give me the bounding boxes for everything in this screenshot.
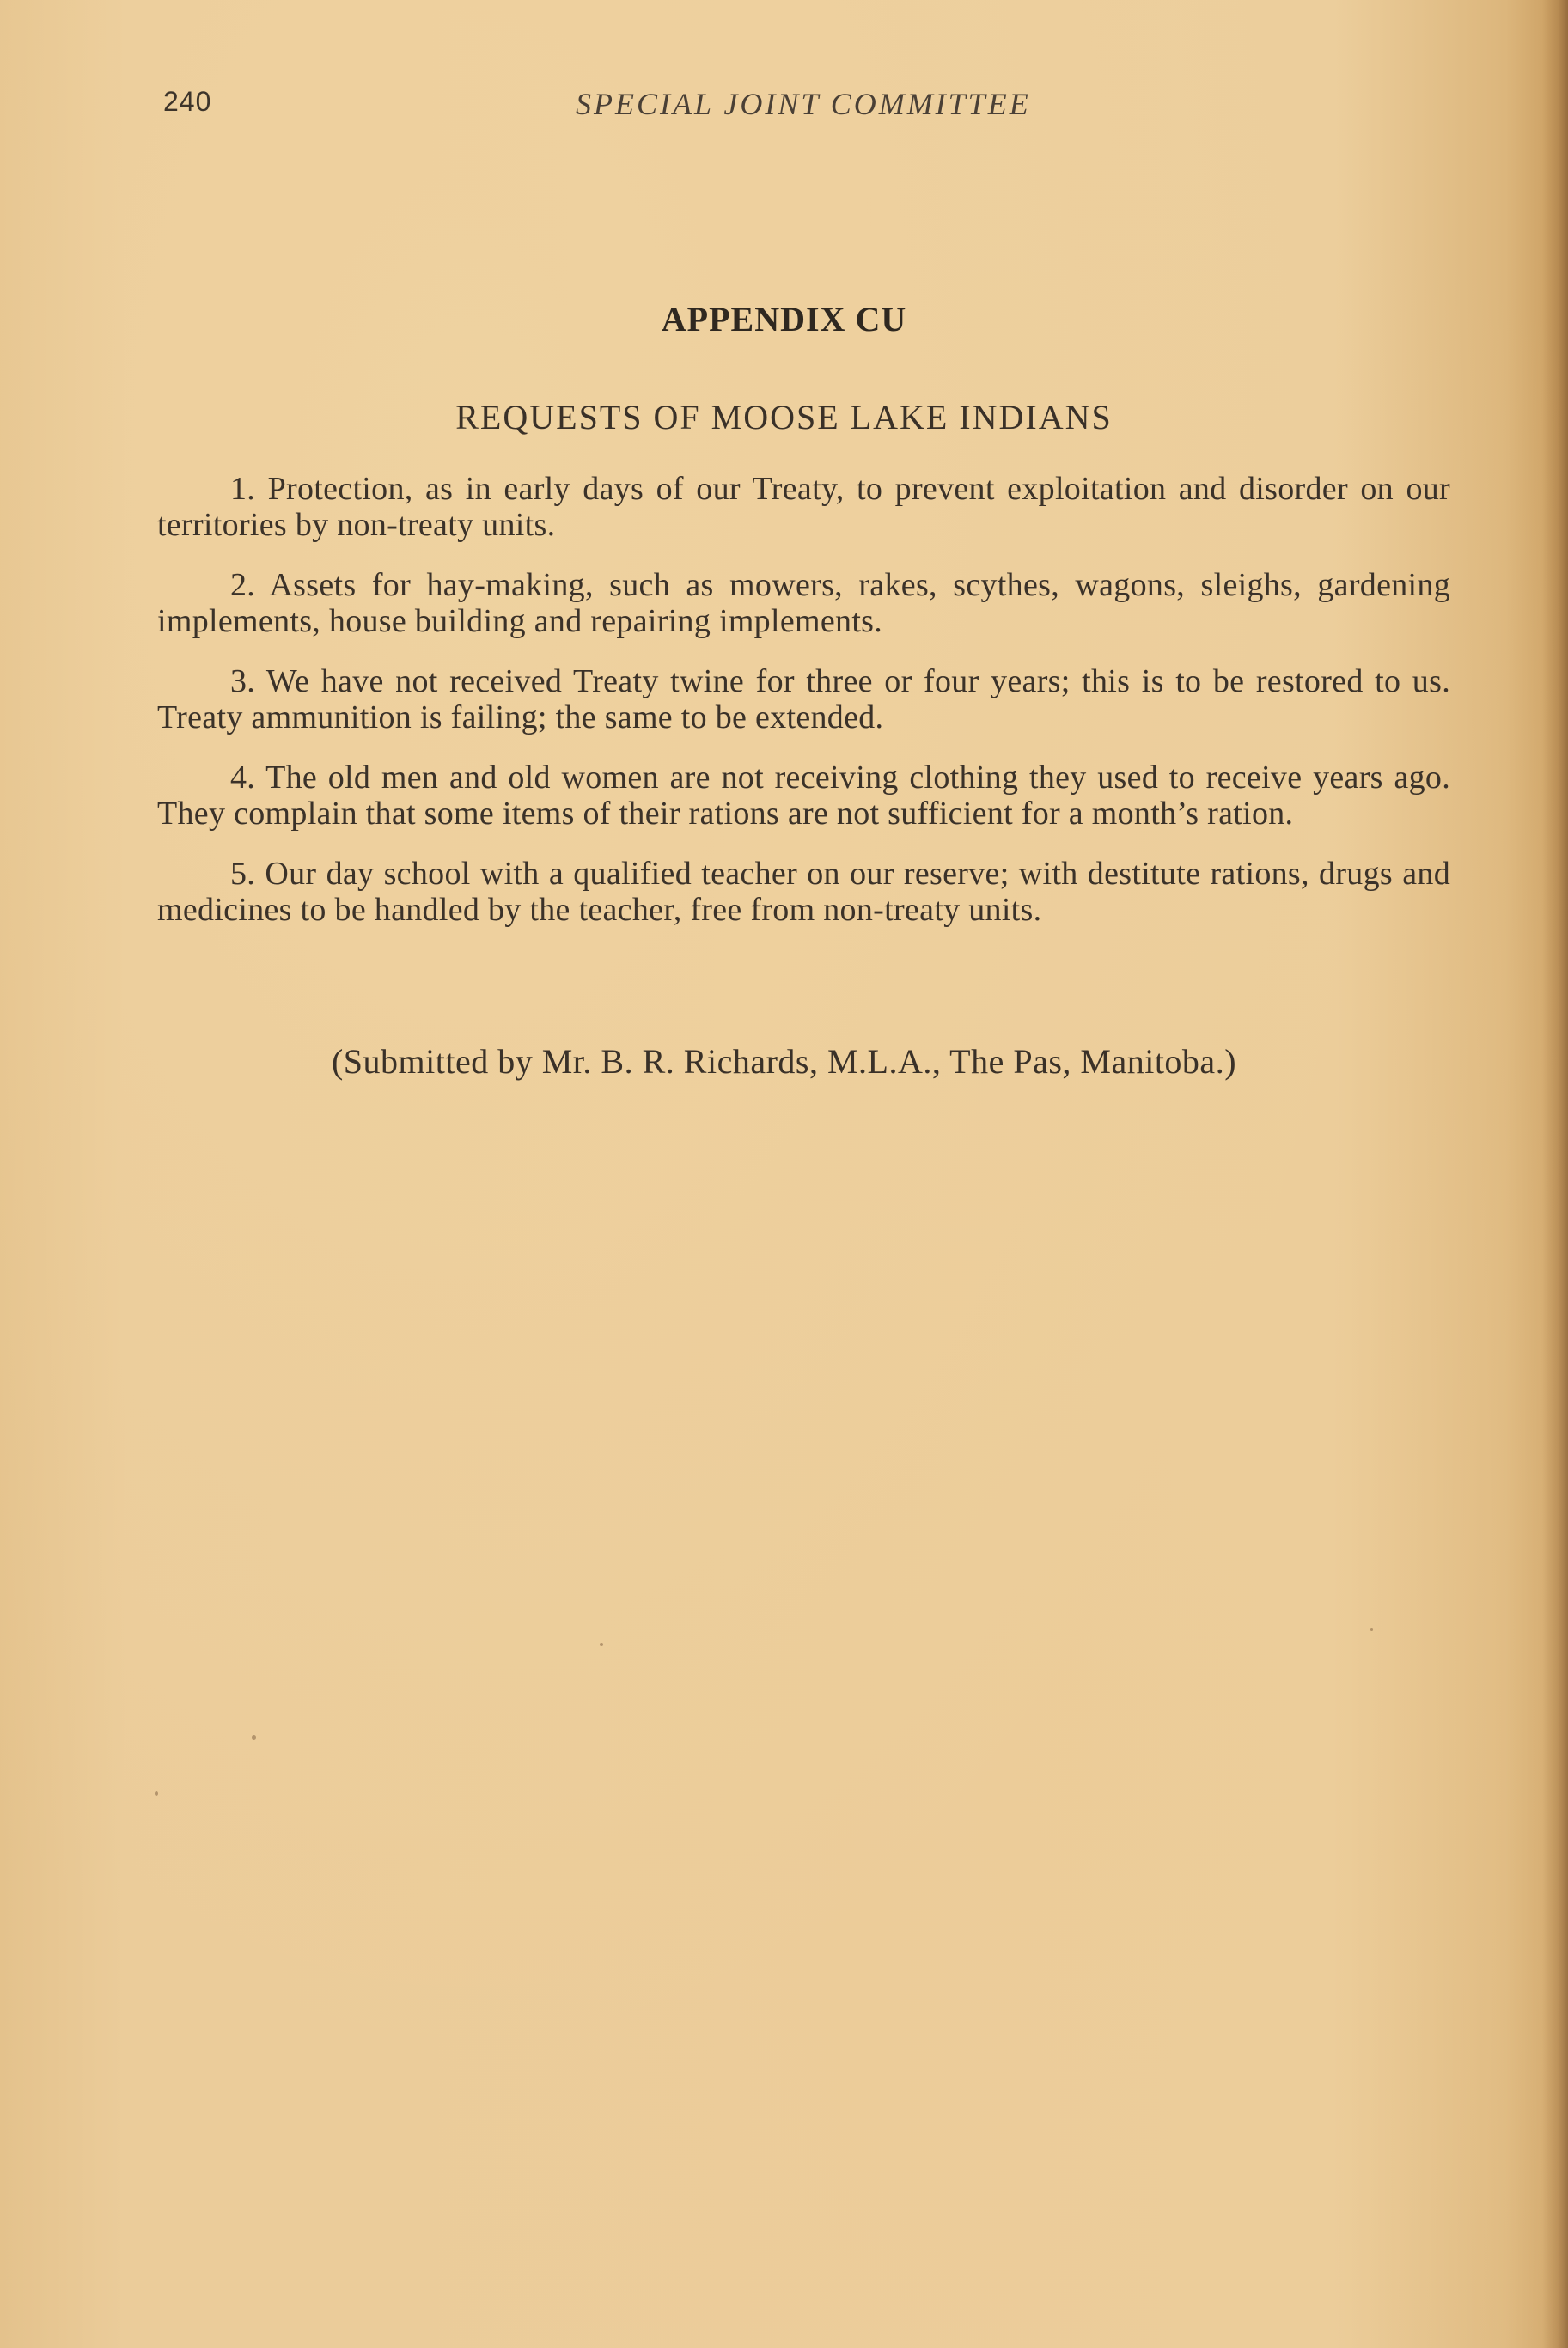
request-item-2: 2. Assets for hay-making, such as mowers, rakes, scythes, wagons, sleighs, gardening implements, house building and repairing implements. [157,567,1450,639]
request-item-1: 1. Protection, as in early days of our Treaty, to prevent exploitation and disorder on our territories by non-treaty units. [157,471,1450,543]
request-item-4: 4. The old men and old women are not receiving clothing they used to receive years ago. They complain that some items of their rations are not sufficient for a month’s ration. [157,759,1450,832]
section-title: REQUESTS OF MOOSE LAKE INDIANS [455,398,1113,436]
paper-speck [252,1735,256,1740]
paper-speck [600,1643,603,1646]
appendix-title: APPENDIX CU [661,300,907,338]
page-number: 240 [163,86,212,117]
requests-list [157,471,1450,952]
submitted-by-line: (Submitted by Mr. B. R. Richards, M.L.A., The Pas, Manitoba.) [331,1042,1237,1081]
paper-speck [1370,1628,1373,1631]
running-head [163,86,1456,129]
request-item-3: 3. We have not received Treaty twine for three or four years; this is to be restored to us. Treaty ammunition is failing; the same to be extended. [157,663,1450,735]
paper-speck [155,1791,158,1796]
request-item-5: 5. Our day school with a qualified teacher on our reserve; with destitute rations, drugs and medicines to be handled by the teacher, free from non-treaty units. [157,856,1450,928]
running-title: SPECIAL JOINT COMMITTEE [576,87,1031,121]
page-edge-shadow [1542,0,1568,2348]
